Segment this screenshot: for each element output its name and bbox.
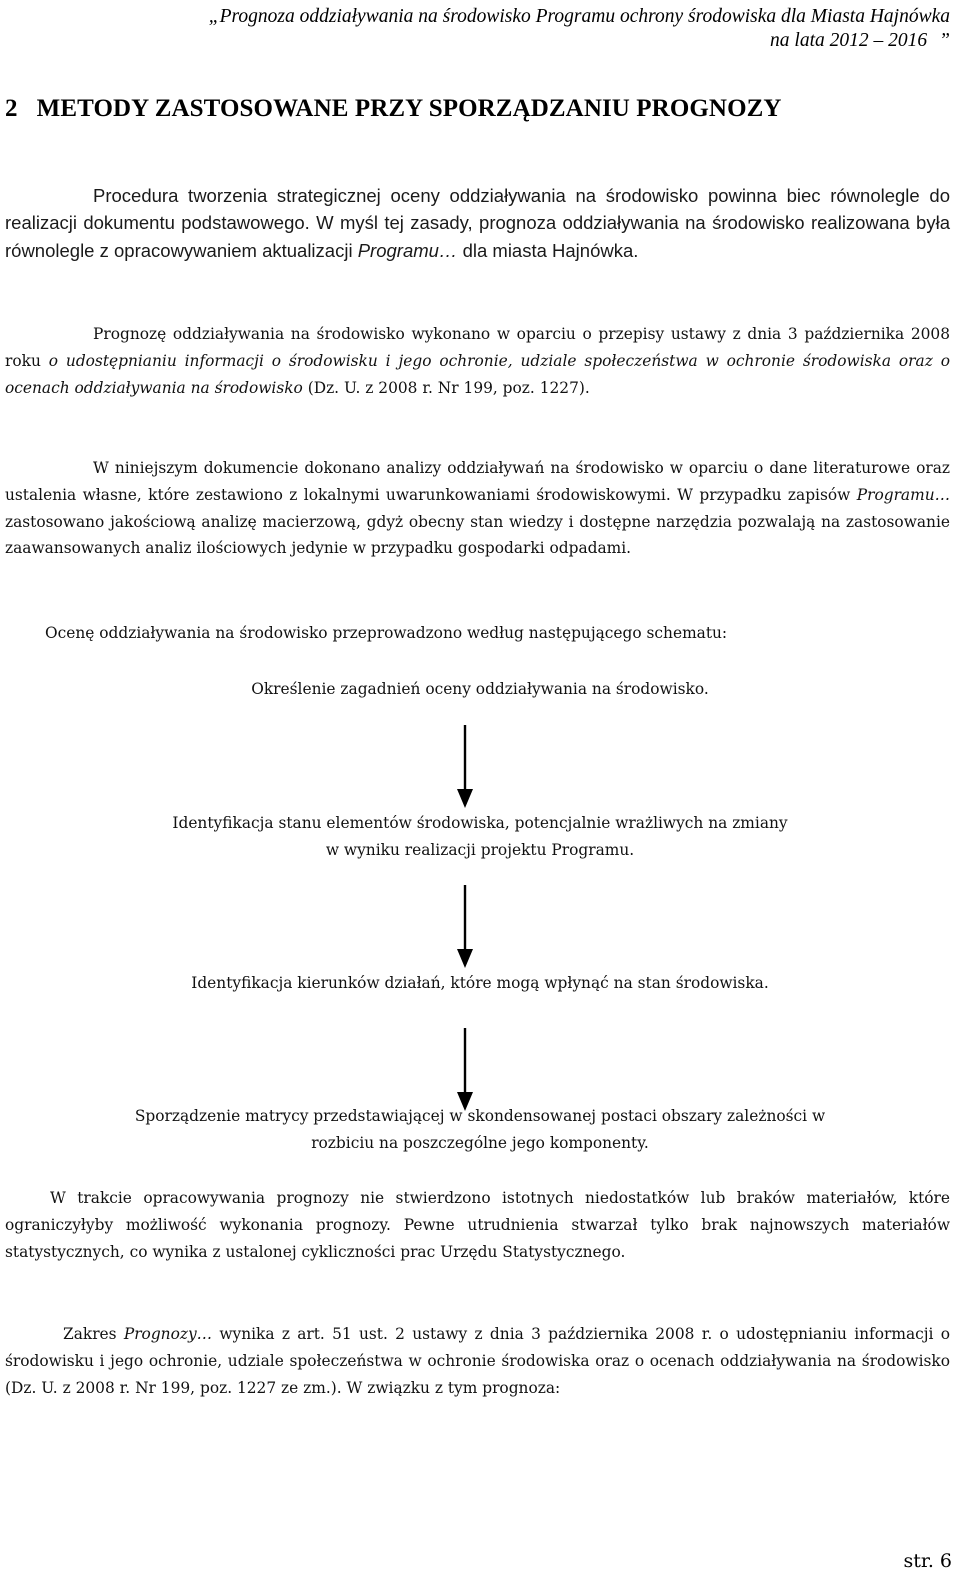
paragraph-procedure-text: Procedura tworzenia strategicznej oceny oddziaływania na środowisko powinna biec równolegle do realizacji dokumentu podstawowego. W myśl tej zasady, prognoza oddziaływania na środowisko realizowana była równolegle z opracowywaniem aktualizacji [5,185,950,261]
paragraph-scope-end: wynika z art. 51 ust. 2 ustawy z dnia 3 października 2008 r. o udostępnianiu informacji o środowisku i jego ochronie, udziale społeczeństwa w ochronie środowiska oraz o ocenach oddziaływania na środowisko (Dz. U. z 2008 r. Nr 199, poz. 1227 ze zm.). W związku z tym prognoza: [5,1325,950,1397]
paragraph-legal-basis-italic: o udostępnianiu informacji o środowisku i jego ochronie, udziale społeczeństwa w ochronie środowiska oraz o ocenach oddziaływania na środowisko [5,351,950,397]
flowchart-arrow-3-icon [453,1028,477,1112]
running-header-line-1: „Prognoza oddziaływania na środowisko Programu ochrony środowiska dla Miasta Hajnówka [208,6,950,27]
paragraph-analysis-text: W niniejszym dokumencie dokonano analizy oddziaływań na środowisko w oparciu o dane literaturowe oraz ustalenia własne, które zestawiono z lokalnymi uwarunkowaniami środowiskowymi. W przypadku zapisów [5,459,950,504]
paragraph-limitations-text: W trakcie opracowywania prognozy nie stwierdzono istotnych niedostatków lub braków materiałów, które ograniczyłyby możliwość wykonania prognozy. Pewne utrudnienia stwarzał tylko brak najnowszych materiałów statystycznych, co wynika z ustalonej cykliczności prac Urzędu Statystycznego. [5,1189,950,1261]
flowchart-arrow-1-icon [453,725,477,809]
paragraph-procedure-italic: Programu… [357,239,458,261]
flowchart-step-2-line-2: w wyniku realizacji projektu Programu. [325,840,635,859]
paragraph-analysis-italic: Programu… [856,485,950,504]
flowchart-step-3: Identyfikacja kierunków działań, które mogą wpłynąć na stan środowiska. [191,974,769,992]
paragraph-schema-intro: Ocenę oddziaływania na środowisko przeprowadzono według następującego schematu: [45,624,728,642]
flowchart-step-4-line-2: rozbiciu na poszczególne jego komponenty. [311,1133,649,1152]
paragraph-legal-basis-end: (Dz. U. z 2008 r. Nr 199, poz. 1227). [302,378,590,397]
paragraph-procedure-end: dla miasta Hajnówka. [457,239,639,261]
flowchart-step-2-line-1: Identyfikacja stanu elementów środowiska, potencjalnie wrażliwych na zmiany [172,814,788,832]
running-header-line-2 [770,29,950,52]
paragraph-scope-text: Zakres [63,1325,124,1343]
section-number: 2 [5,95,18,122]
flowchart-step-1: Określenie zagadnień oceny oddziaływania na środowisko. [251,680,709,698]
flowchart-step-4 [0,1103,960,1157]
section-heading [5,94,782,124]
paragraph-scope-italic: Prognozy… [123,1325,213,1343]
flowchart-arrow-2-icon [453,885,477,969]
paragraph-scope [5,1321,950,1401]
paragraph-procedure [5,182,950,264]
paragraph-legal-basis [5,321,950,401]
paragraph-analysis [5,455,950,562]
flowchart-step-4-line-1: Sporządzenie matrycy przedstawiającej w skondensowanej postaci obszary zależności w [134,1107,826,1125]
page-number: str. 6 [903,1550,952,1572]
section-title: METODY ZASTOSOWANE PRZY SPORZĄDZANIU PROGNOZY [36,95,782,122]
flowchart-step-2 [0,810,960,864]
paragraph-limitations [5,1185,950,1265]
running-header-years: na lata 2012 – 2016 [770,30,928,51]
paragraph-analysis-end: zastosowano jakościową analizę macierzową, gdyż obecny stan wiedzy i dostępne narzędzia pozwalają na zastosowanie zaawansowanych analiz ilościowych jedynie w przypadku gospodarki odpadami. [5,512,950,558]
paragraph-legal-basis-text: Prognozę oddziaływania na środowisko wykonano w oparciu o przepisy ustawy z dnia 3 października 2008 roku [5,325,950,370]
running-header-closing-quote: ” [939,30,950,51]
